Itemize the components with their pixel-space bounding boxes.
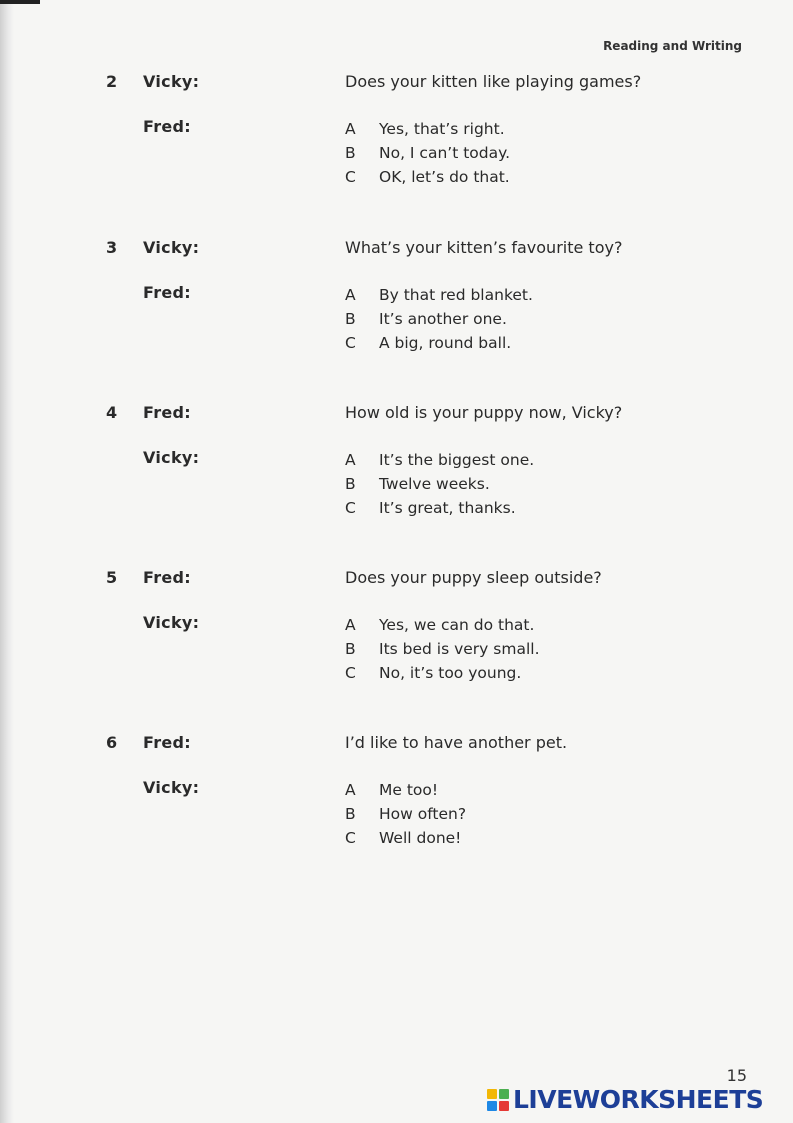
option-text: How often?: [379, 805, 467, 823]
question-block: [0, 403, 793, 543]
question-number: 2: [106, 72, 118, 91]
option-letter: B: [345, 310, 356, 328]
option-text: No, I can’t today.: [379, 144, 510, 162]
question-block: [0, 733, 793, 873]
answer-option[interactable]: [345, 778, 466, 802]
answer-option[interactable]: [345, 496, 534, 520]
responder-label: Vicky:: [143, 448, 200, 467]
option-text: It’s another one.: [379, 310, 507, 328]
question-text: How old is your puppy now, Vicky?: [345, 403, 623, 422]
answer-option[interactable]: [345, 283, 533, 307]
option-text: No, it’s too young.: [379, 664, 522, 682]
answer-option[interactable]: [345, 331, 533, 355]
answer-option[interactable]: [345, 307, 533, 331]
option-text: Me too!: [379, 781, 439, 799]
question-number: 4: [106, 403, 118, 422]
option-text: It’s the biggest one.: [379, 451, 535, 469]
option-text: Twelve weeks.: [379, 475, 490, 493]
speaker-label: Fred:: [143, 403, 191, 422]
responder-label: Vicky:: [143, 613, 200, 632]
option-text: OK, let’s do that.: [379, 168, 510, 186]
answer-option[interactable]: [345, 637, 540, 661]
question-text: Does your kitten like playing games?: [345, 72, 642, 91]
option-text: Yes, we can do that.: [379, 616, 535, 634]
speaker-label: Vicky:: [143, 72, 200, 91]
option-letter: C: [345, 334, 356, 352]
option-letter: C: [345, 664, 356, 682]
option-letter: C: [345, 829, 356, 847]
answer-options: [345, 283, 533, 355]
option-letter: B: [345, 475, 356, 493]
option-letter: C: [345, 168, 356, 186]
page-number: 15: [726, 1066, 747, 1085]
option-letter: A: [345, 781, 356, 799]
answer-option[interactable]: [345, 613, 540, 637]
answer-option[interactable]: [345, 802, 466, 826]
option-letter: A: [345, 451, 356, 469]
option-text: Well done!: [379, 829, 462, 847]
speaker-label: Vicky:: [143, 238, 200, 257]
question-text: Does your puppy sleep outside?: [345, 568, 602, 587]
answer-options: [345, 778, 466, 850]
question-number: 5: [106, 568, 118, 587]
option-letter: A: [345, 286, 356, 304]
question-text: I’d like to have another pet.: [345, 733, 568, 752]
answer-option[interactable]: [345, 472, 534, 496]
logo-square-2: [499, 1089, 509, 1099]
question-block: [0, 238, 793, 378]
answer-option[interactable]: [345, 117, 510, 141]
logo-square-4: [499, 1101, 509, 1111]
question-number: 3: [106, 238, 118, 257]
responder-label: Fred:: [143, 283, 191, 302]
scan-mark: [0, 0, 40, 4]
question-block: [0, 568, 793, 708]
responder-label: Vicky:: [143, 778, 200, 797]
responder-label: Fred:: [143, 117, 191, 136]
option-letter: A: [345, 616, 356, 634]
speaker-label: Fred:: [143, 733, 191, 752]
option-letter: C: [345, 499, 356, 517]
option-text: It’s great, thanks.: [379, 499, 516, 517]
option-letter: A: [345, 120, 356, 138]
answer-option[interactable]: [345, 165, 510, 189]
speaker-label: Fred:: [143, 568, 191, 587]
logo-icon: [487, 1089, 509, 1111]
option-text: By that red blanket.: [379, 286, 533, 304]
section-header: Reading and Writing: [603, 39, 742, 53]
option-text: A big, round ball.: [379, 334, 512, 352]
answer-option[interactable]: [345, 141, 510, 165]
logo-square-3: [487, 1101, 497, 1111]
option-letter: B: [345, 144, 356, 162]
answer-option[interactable]: [345, 448, 534, 472]
question-number: 6: [106, 733, 118, 752]
question-text: What’s your kitten’s favourite toy?: [345, 238, 623, 257]
logo-text: LIVEWORKSHEETS: [513, 1085, 764, 1114]
question-block: [0, 72, 793, 212]
answer-options: [345, 448, 534, 520]
logo-square-1: [487, 1089, 497, 1099]
option-text: Its bed is very small.: [379, 640, 540, 658]
liveworksheets-logo: [487, 1085, 763, 1114]
answer-option[interactable]: [345, 661, 540, 685]
option-letter: B: [345, 805, 356, 823]
answer-options: [345, 117, 510, 189]
option-text: Yes, that’s right.: [379, 120, 505, 138]
answer-option[interactable]: [345, 826, 466, 850]
answer-options: [345, 613, 540, 685]
option-letter: B: [345, 640, 356, 658]
